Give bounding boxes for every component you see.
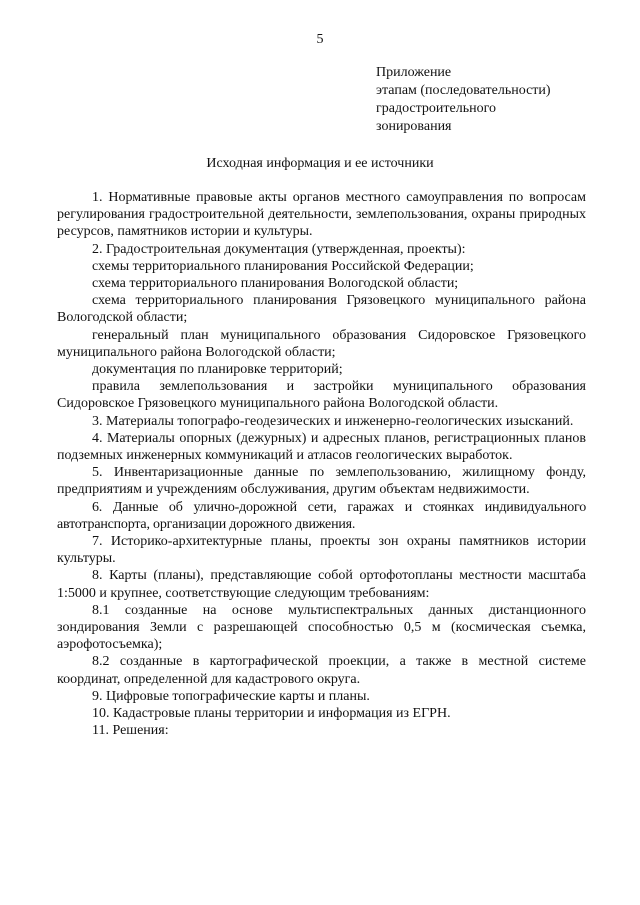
list-item: схема территориального планирования Вологодской области; <box>92 276 459 292</box>
appendix-line: зонирования <box>376 119 452 134</box>
paragraph-1: 1. Нормативные правовые акты органов местного самоуправления по вопросам регулирования градостроительной деятельности, землепользования, охраны природных ресурсов, памятников истории и культуры. <box>57 190 586 240</box>
paragraph-7: 7. Историко-архитектурные планы, проекты зон охраны памятников истории культуры. <box>57 534 586 567</box>
list-item: документация по планировке территорий; <box>92 362 343 378</box>
list-item: правила землепользования и застройки муниципального образования Сидоровское Грязовецкого муниципального района Вологодской области. <box>57 379 586 412</box>
section-heading: Исходная информация и ее источники <box>206 156 434 171</box>
paragraph-6: 6. Данные об улично-дорожной сети, гаражах и стоянках индивидуального автотранспорта, организации дорожного движения. <box>57 499 586 532</box>
appendix-line: Приложение <box>376 65 452 80</box>
document-body <box>57 189 586 740</box>
appendix-line: градостроительного <box>376 101 497 116</box>
paragraph-8-1: 8.1 созданные на основе мультиспектральных данных дистанционного зондирования Земли с разрешающей способностью 0,5 м (космическая съемка, аэрофотосъемка); <box>57 602 586 653</box>
list-item: схема территориального планирования Грязовецкого муниципального района Вологодской области; <box>57 293 586 326</box>
paragraph-10: 10. Кадастровые планы территории и информация из ЕГРН. <box>92 706 451 722</box>
paragraph-4: 4. Материалы опорных (дежурных) и адресных планов, регистрационных планов подземных инженерных коммуникаций и атласов геологических выработок. <box>57 430 586 464</box>
appendix-note <box>376 64 616 136</box>
paragraph-11: 11. Решения: <box>92 723 169 739</box>
paragraph-3: 3. Материалы топографо-геодезических и инженерно-геологических изысканий. <box>92 413 574 429</box>
appendix-line: этапам (последовательности) <box>376 83 551 98</box>
paragraph-8-2: 8.2 созданные в картографической проекции, а также в местной системе координат, определенной для кадастрового округа. <box>57 654 586 687</box>
paragraph-8: 8. Карты (планы), представляющие собой ортофотопланы местности масштаба 1:5000 и крупнее, соответствующие следующим требованиям: <box>57 568 586 601</box>
page-number: 5 <box>316 32 324 47</box>
list-item: генеральный план муниципального образования Сидоровское Грязовецкого муниципального района Вологодской области; <box>57 327 586 360</box>
list-item: схемы территориального планирования Российской Федерации; <box>92 258 474 274</box>
paragraph-2: 2. Градостроительная документация (утвержденная, проекты): <box>92 241 466 257</box>
paragraph-9: 9. Цифровые топографические карты и планы. <box>92 688 370 704</box>
paragraph-5: 5. Инвентаризационные данные по землепользованию, жилищному фонду, предприятиям и учреждениям обслуживания, другим объектам недвижимости. <box>57 465 586 498</box>
